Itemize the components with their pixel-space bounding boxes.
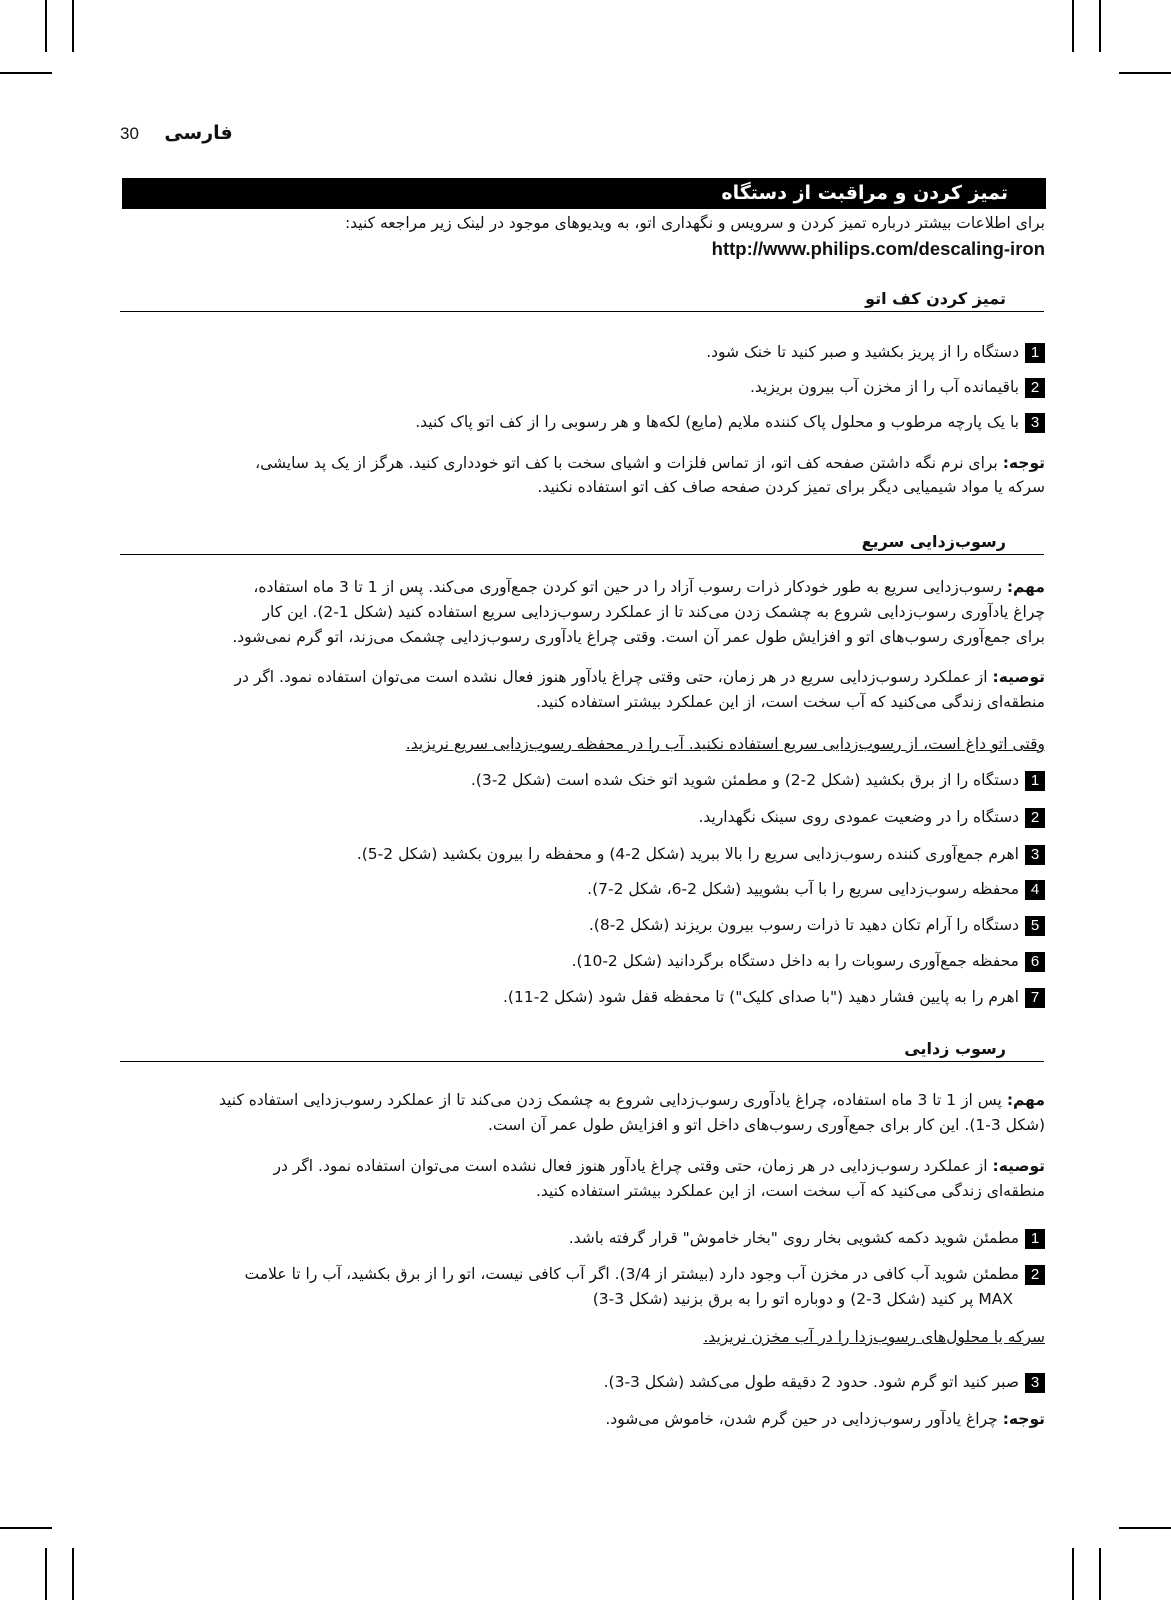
warning-text: وقتی اتو داغ است، از رسوب‌زدایی سریع استفاده نکنید. آب را در محفظه رسوب‌زدایی سریع نریزید. (405, 735, 1045, 753)
warning-text: سرکه یا محلول‌های رسوب‌زدا را در آب مخزن نریزید. (703, 1328, 1045, 1346)
step-item (120, 768, 1045, 792)
important-line: برای جمع‌آوری رسوب‌های اتو و افزایش طول عمر آن است. وقتی چراغ یادآوری رسوب‌زدایی چشمک می‌زند، اتو گرم نمی‌شود. (232, 628, 1045, 646)
step-number: 5 (1025, 916, 1045, 936)
step-text: محفظه جمع‌آوری رسوبات را به داخل دستگاه برگردانید (شکل 2-10). (571, 952, 1019, 970)
step-text-continued: MAX پر کنید (شکل 3-2) و دوباره اتو را به برق بزنید (شکل 3-3) (592, 1290, 1013, 1308)
intro-text: برای اطلاعات بیشتر درباره تمیز کردن و سرویس و نگهداری اتو، به ویدیوهای موجود در لینک زیر مراجعه کنید: (344, 214, 1045, 232)
step-number: 3 (1025, 845, 1045, 865)
section-title: رسوب‌زدایی سریع (861, 532, 1006, 551)
crop-mark (72, 1548, 74, 1600)
crop-mark (45, 1548, 47, 1600)
step-text: دستگاه را آرام تکان دهید تا ذرات رسوب بیرون بریزند (شکل 2-8). (588, 916, 1019, 934)
crop-mark (1119, 72, 1171, 74)
step-number: 1 (1025, 343, 1045, 363)
step-item (120, 410, 1045, 434)
step-number: 3 (1025, 1373, 1045, 1393)
step-text: مطمئن شوید دکمه کشویی بخار روی "بخار خاموش" قرار گرفته باشد. (568, 1229, 1019, 1247)
crop-mark (1072, 1548, 1074, 1600)
step-number: 3 (1025, 413, 1045, 433)
important-line: پس از 1 تا 3 ماه استفاده، چراغ یادآوری رسوب‌زدایی شروع به چشمک زدن می‌کند تا از عملکرد رسوب‌زدایی استفاده کنید (218, 1091, 1002, 1109)
section-heading-descaling (120, 1037, 1044, 1062)
step-number: 2 (1025, 1265, 1045, 1285)
important-paragraph (120, 576, 1045, 599)
step-text: مطمئن شوید آب کافی در مخزن آب وجود دارد (بیشتر از 3/4). اگر آب کافی نیست، اتو را از برق بکشید، آب را تا علامت (244, 1265, 1019, 1283)
step-text: دستگاه را از پریز بکشید و صبر کنید تا خنک شود. (706, 343, 1019, 361)
page-number: 30 (120, 124, 139, 143)
step-text: اهرم را به پایین فشار دهید ("با صدای کلیک") تا محفظه قفل شود (شکل 2-11). (503, 988, 1019, 1006)
step-text: اهرم جمع‌آوری کننده رسوب‌زدایی سریع را بالا ببرید (شکل 2-4) و محفظه را بیرون بکشید (شکل 2-5). (356, 845, 1019, 863)
note-line: سرکه یا مواد شیمیایی دیگر برای تمیز کردن صفحه صاف کف اتو استفاده نکنید. (537, 478, 1045, 496)
section-heading-quick-calc (120, 530, 1044, 555)
crop-mark (72, 0, 74, 52)
important-line: چراغ یادآوری رسوب‌زدایی شروع به چشمک زدن می‌کند تا از عملکرد رسوب‌زدایی سریع استفاده کنید (شکل 1-2). این کار (262, 603, 1045, 621)
note-label: توجه: (1002, 454, 1045, 472)
step-number: 1 (1025, 771, 1045, 791)
tip-label: توصیه: (992, 1157, 1045, 1175)
language-label: فارسی (164, 122, 233, 144)
note-line: برای نرم نگه داشتن صفحه کف اتو، از تماس فلزات و اشیای سخت با کف اتو خودداری کنید. هرگز از یک پد سایشی، (255, 454, 998, 472)
step-item (120, 1370, 1045, 1394)
step-text: دستگاه را در وضعیت عمودی روی سینک نگهدارید. (698, 808, 1019, 826)
important-label: مهم: (1006, 578, 1045, 596)
important-line: (شکل 3-1). این کار برای جمع‌آوری رسوب‌های داخل اتو و افزایش طول عمر آن است. (487, 1116, 1045, 1134)
page-title: تمیز کردن و مراقبت از دستگاه (122, 178, 1046, 209)
step-item (120, 985, 1045, 1009)
section-title: رسوب زدایی (904, 1039, 1006, 1058)
tip-line: منطقه‌ای زندگی می‌کنید که آب سخت است، از این عملکرد بیشتر استفاده کنید. (535, 1182, 1045, 1200)
crop-mark (1072, 0, 1074, 52)
crop-mark (0, 72, 52, 74)
tip-line: از عملکرد رسوب‌زدایی سریع در هر زمان، حتی وقتی چراغ یادآور هنوز فعال نشده است می‌توان استفاده نمود. اگر در (234, 668, 988, 686)
step-text: دستگاه را از برق بکشید (شکل 2-2) و مطمئن شوید اتو خنک شده است (شکل 2-3). (470, 771, 1019, 789)
step-number: 2 (1025, 808, 1045, 828)
tip-paragraph (120, 666, 1045, 689)
important-label: مهم: (1006, 1091, 1045, 1109)
step-item (120, 1262, 1045, 1286)
section-title: تمیز کردن کف اتو (865, 289, 1006, 308)
note-label: توجه: (1002, 1410, 1045, 1428)
tip-label: توصیه: (992, 668, 1045, 686)
step-number: 7 (1025, 988, 1045, 1008)
step-text: محفظه رسوب‌زدایی سریع را با آب بشویید (شکل 2-6، شکل 2-7). (587, 880, 1019, 898)
note-paragraph (120, 452, 1045, 475)
crop-mark (1099, 0, 1101, 52)
section-heading-soleplate (120, 287, 1044, 312)
descaling-link[interactable]: http://www.philips.com/descaling-iron (711, 238, 1045, 259)
crop-mark (0, 1527, 52, 1529)
step-number: 2 (1025, 378, 1045, 398)
step-text: صبر کنید اتو گرم شود. حدود 2 دقیقه طول می‌کشد (شکل 3-3). (603, 1373, 1019, 1391)
step-number: 1 (1025, 1229, 1045, 1249)
step-text: باقیمانده آب را از مخزن آب بیرون بریزید. (749, 378, 1019, 396)
step-item (120, 842, 1045, 866)
tip-line: از عملکرد رسوب‌زدایی در هر زمان، حتی وقتی چراغ یادآور هنوز فعال نشده است می‌توان استفاده نمود. اگر در (273, 1157, 988, 1175)
step-item (120, 805, 1045, 829)
tip-paragraph (120, 1155, 1045, 1178)
important-paragraph (120, 1089, 1045, 1112)
note-line: چراغ یادآور رسوب‌زدایی در حین گرم شدن، خاموش می‌شود. (605, 1410, 998, 1428)
step-item (120, 949, 1045, 973)
step-item (120, 913, 1045, 937)
step-item (120, 340, 1045, 364)
note-paragraph (120, 1408, 1045, 1431)
crop-mark (1119, 1527, 1171, 1529)
step-item (120, 877, 1045, 901)
tip-line: منطقه‌ای زندگی می‌کنید که آب سخت است، از این عملکرد بیشتر استفاده کنید. (535, 693, 1045, 711)
step-number: 6 (1025, 952, 1045, 972)
important-line: رسوب‌زدایی سریع به طور خودکار ذرات رسوب آزاد را در حین اتو کردن جمع‌آوری می‌کند. پس از 1 تا 3 ماه استفاده، (253, 578, 1002, 596)
step-item (120, 375, 1045, 399)
crop-mark (45, 0, 47, 52)
step-item (120, 1226, 1045, 1250)
crop-mark (1099, 1548, 1101, 1600)
step-text: با یک پارچه مرطوب و محلول پاک کننده ملایم (مایع) لکه‌ها و هر رسوبی را از کف اتو پاک کنید. (415, 413, 1019, 431)
page-header (120, 122, 233, 144)
step-number: 4 (1025, 880, 1045, 900)
